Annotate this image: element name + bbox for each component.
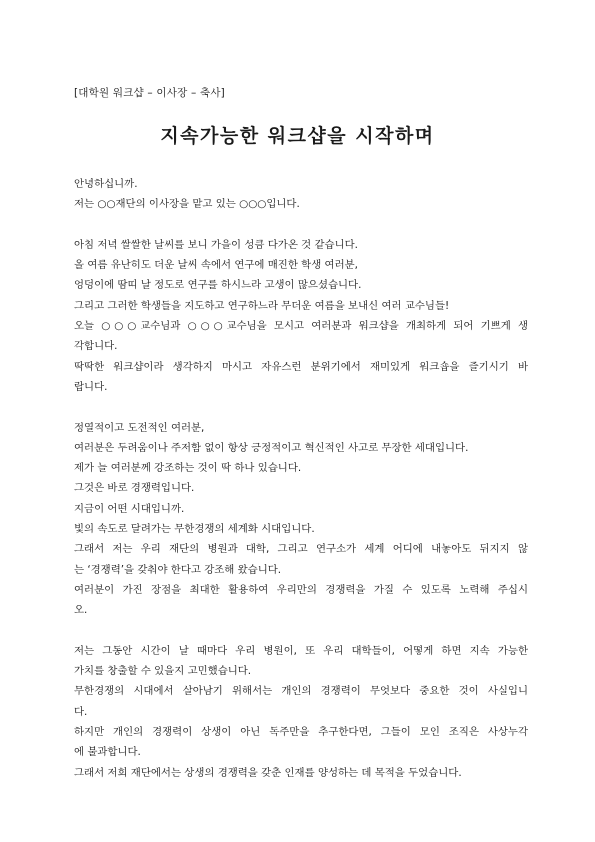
paragraph-1-line: 저는 ○○재단의 이사장을 맡고 있는 ○○○입니다. <box>74 198 300 211</box>
paragraph-2-line: 아침 저녁 쌀쌀한 날씨를 보니 가을이 성큼 다가온 것 같습니다. <box>74 238 358 251</box>
paragraph-4-line: 그래서 저희 재단에서는 상생의 경쟁력을 갖춘 인재를 양성하는 데 목적을 두었습니다. <box>74 766 462 779</box>
paragraph-1-line: 안녕하십니까. <box>74 178 138 190</box>
paragraph-gap <box>74 397 528 417</box>
paragraph-3-line: 그래서 저는 우리 재단의 병원과 대학, 그리고 연구소가 세계 어디에 내놓아도 뒤지지 않 <box>74 543 528 556</box>
document-title: 지속가능한 워크샵을 시작하며 <box>160 125 435 147</box>
paragraph-4-line: 다. <box>74 705 88 718</box>
paragraph-2-line: 각합니다. <box>74 340 118 353</box>
paragraph-3-line: 제가 늘 여러분께 강조하는 것이 딱 하나 있습니다. <box>74 462 302 475</box>
paragraph-gap <box>74 621 528 641</box>
paragraph-gap <box>74 215 528 235</box>
paragraph-2-line: 그리고 그러한 학생들을 지도하고 연구하느라 무더운 여름을 보내신 여러 교수님들! <box>74 299 450 312</box>
paragraph-3-line: 빛의 속도로 달려가는 무한경쟁의 세계화 시대입니다. <box>74 523 315 536</box>
paragraph-3-line: 오. <box>74 604 88 617</box>
paragraph-4-line: 저는 그동안 시간이 날 때마다 우리 병원이, 또 우리 대학들이, 어떻게 하면 지속 가능한 <box>74 644 528 657</box>
paragraph-3-line: 정열적이고 도전적인 여러분, <box>74 421 205 434</box>
paragraph-3-line: 지금이 어떤 시대입니까. <box>74 502 185 515</box>
header-tag: [대학원 워크샵 – 이사장 – 축사] <box>74 87 225 99</box>
paragraph-4-line: 가치를 창출할 수 있을지 고민했습니다. <box>74 665 252 678</box>
paragraph-4-line: 무한경쟁의 시대에서 살아남기 위해서는 개인의 경쟁력이 무엇보다 중요한 것이 사실입니 <box>74 685 528 698</box>
paragraph-4-line: 에 불과합니다. <box>74 746 141 759</box>
paragraph-3-line: 여러분이 가진 장점을 최대한 활용하여 우리만의 경쟁력을 가질 수 있도록 노력해 주십시 <box>74 583 528 596</box>
paragraph-3-line: 여러분은 두려움이나 주저함 없이 항상 긍정적이고 혁신적인 사고로 무장한 세대입니다. <box>74 441 469 454</box>
paragraph-2-line: 올 여름 유난히도 더운 날씨 속에서 연구에 매진한 학생 여러분, <box>74 259 358 272</box>
paragraph-3-line: 그것은 바로 경쟁력입니다. <box>74 482 195 495</box>
paragraph-4-line: 하지만 개인의 경쟁력이 상생이 아닌 독주만을 추구한다면, 그들이 모인 조직은 사상누각 <box>74 726 528 739</box>
paragraph-2-line: 랍니다. <box>74 380 108 393</box>
paragraph-2-line: 딱딱한 워크샵이라 생각하지 마시고 자유스런 분위기에서 재미있게 워크숍을 즐기시기 바 <box>74 360 528 373</box>
paragraph-3-line: 는 ‘경쟁력’을 갖춰야 한다고 강조해 왔습니다. <box>74 563 282 576</box>
document-body <box>74 174 528 783</box>
paragraph-2-line: 오늘 ○○○교수님과 ○○○교수님을 모시고 여러분과 워크샵을 개최하게 되어 기쁘게 생 <box>74 320 528 333</box>
paragraph-2-line: 엉덩이에 땀띠 날 정도로 연구를 하시느라 고생이 많으셨습니다. <box>74 279 362 292</box>
